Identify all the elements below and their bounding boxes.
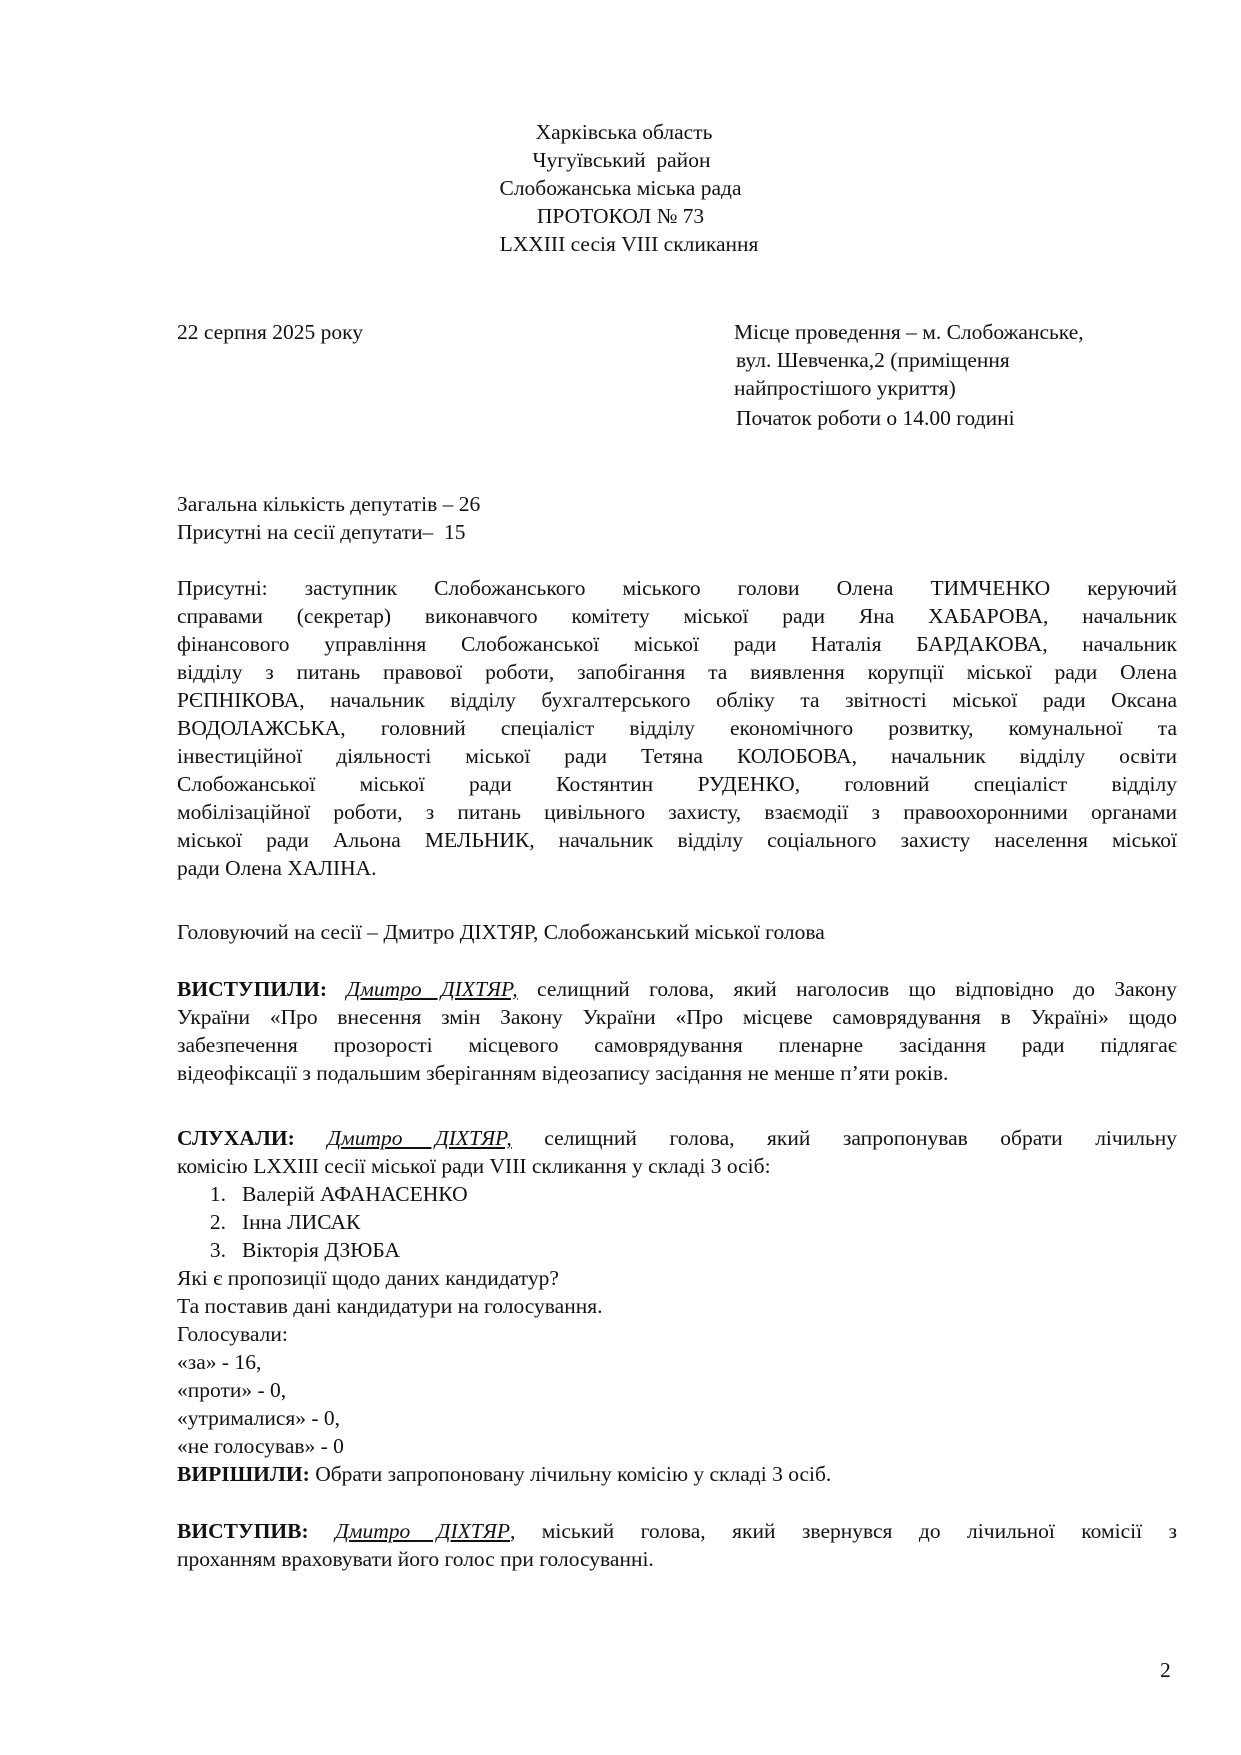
question-line: Які є пропозиції щодо даних кандидатур? <box>177 1266 559 1290</box>
spoke-line: відеофіксації з подальшим зберіганням відеозапису засідання не менше п’яти років. <box>177 1061 949 1085</box>
decided-label: ВИРІШИЛИ: <box>177 1462 310 1486</box>
attendees-line: відділу з питань правової роботи, запобігання та виявлення корупції міської ради Олена <box>177 660 1177 684</box>
total-deputies: Загальна кількість депутатів – 26 <box>177 492 481 516</box>
voted-label: Голосували: <box>177 1322 288 1346</box>
place-line-2: вул. Шевченка,2 (приміщення <box>736 348 1010 372</box>
candidate-name: Валерій АФАНАСЕНКО <box>242 1182 468 1206</box>
attendees-line: інвестиційної діяльності міської ради Тетяна КОЛОБОВА, начальник відділу освіти <box>177 744 1177 768</box>
spoke2-line: проханням враховувати його голос при голосуванні. <box>177 1547 654 1571</box>
spoke-first-line <box>177 975 1177 1003</box>
spoke2-label: ВИСТУПИВ: <box>177 1519 309 1543</box>
attendees-line: РЄПНІКОВА, начальник відділу бухгалтерського обліку та звітності міської ради Оксана <box>177 688 1177 712</box>
place-line-3: найпростішого укриття) <box>734 376 956 400</box>
votes-abstain: «утрималися» - 0, <box>177 1406 341 1430</box>
decided-text: Обрати запропоновану лічильну комісію у складі 3 осіб. <box>309 1462 832 1486</box>
list-number: 1. <box>209 1182 226 1206</box>
decision-line <box>177 1460 831 1488</box>
heard-line: комісію LXXIII сесії міської ради VIII скликання у складі 3 осіб: <box>177 1154 771 1178</box>
start-time: Початок роботи о 14.00 годині <box>736 406 1015 430</box>
attendees-paragraph <box>177 574 1177 882</box>
vote-call-line: Та поставив дані кандидатури на голосування. <box>177 1294 603 1318</box>
district-line: Чугуївський район <box>532 148 711 172</box>
speaker-name: Дмитро ДІХТЯР, <box>346 977 518 1001</box>
list-item <box>177 1236 468 1264</box>
meeting-date: 22 серпня 2025 року <box>177 320 364 344</box>
chair-line: Головуючий на сесії – Дмитро ДІХТЯР, Слобожанський міської голова <box>177 920 825 944</box>
spoke-line: забезпечення прозорості місцевого самоврядування пленарне засідання ради підлягає <box>177 1033 1177 1057</box>
attendees-line: справами (секретар) виконавчого комітету міської ради Яна ХАБАРОВА, начальник <box>177 604 1177 628</box>
region-line: Харківська область <box>535 120 713 144</box>
candidate-name: Вікторія ДЗЮБА <box>242 1238 400 1262</box>
spoke2-text: , міський голова, який звернувся до лічильної комісії з <box>509 1519 1178 1543</box>
spoke-text: селищний голова, який наголосив що відповідно до Закону <box>517 977 1177 1001</box>
votes-against: «проти» - 0, <box>177 1378 287 1402</box>
heard-label: СЛУХАЛИ: <box>177 1126 295 1150</box>
attendees-line: ради Олена ХАЛІНА. <box>177 856 377 880</box>
speaker-name: Дмитро ДІХТЯР, <box>327 1126 512 1150</box>
council-line: Слобожанська міська рада <box>499 176 742 200</box>
spoke2-first-line <box>177 1517 1177 1545</box>
attendees-line: міської ради Альона МЕЛЬНИК, начальник відділу соціального захисту населення міської <box>177 828 1177 852</box>
present-deputies: Присутні на сесії депутати– 15 <box>177 520 466 544</box>
place-line-1: Місце проведення – м. Слобожанське, <box>734 320 1084 344</box>
attendees-line: Слобожанської міської ради Костянтин РУДЕНКО, головний спеціаліст відділу <box>177 772 1177 796</box>
heard-paragraph <box>177 1124 1177 1180</box>
protocol-title: ПРОТОКОЛ № 73 <box>536 204 705 228</box>
heard-text: селищний голова, який запропонував обрати лічильну <box>511 1126 1177 1150</box>
list-number: 3. <box>209 1238 226 1262</box>
spoke-label: ВИСТУПИЛИ: <box>177 977 328 1001</box>
document-header <box>0 118 1241 258</box>
list-item <box>177 1208 468 1236</box>
attendees-line: фінансового управління Слобожанської міської ради Наталія БАРДАКОВА, начальник <box>177 632 1177 656</box>
candidate-name: Інна ЛИСАК <box>242 1210 361 1234</box>
spoke2-paragraph <box>177 1517 1177 1573</box>
spoke-paragraph <box>177 975 1177 1087</box>
session-line: LXXIII сесія VIII скликання <box>499 232 759 256</box>
heard-first-line <box>177 1124 1177 1152</box>
page-number: 2 <box>1160 1658 1171 1682</box>
attendees-line: мобілізаційної роботи, з питань цивільного захисту, взаємодії з правоохоронними органами <box>177 800 1177 824</box>
votes-for: «за» - 16, <box>177 1350 262 1374</box>
spoke-line: України «Про внесення змін Закону України «Про місцеве самоврядування в Україні» щодо <box>177 1005 1177 1029</box>
list-item <box>177 1180 468 1208</box>
candidate-list <box>177 1180 468 1264</box>
votes-not-voted: «не голосував» - 0 <box>177 1434 344 1458</box>
speaker-name: Дмитро ДІХТЯР <box>335 1519 510 1543</box>
attendees-line: ВОДОЛАЖСЬКА, головний спеціаліст відділу економічного розвитку, комунальної та <box>177 716 1177 740</box>
attendees-line: Присутні: заступник Слобожанського міського голови Олена ТИМЧЕНКО керуючий <box>177 576 1177 600</box>
list-number: 2. <box>209 1210 226 1234</box>
